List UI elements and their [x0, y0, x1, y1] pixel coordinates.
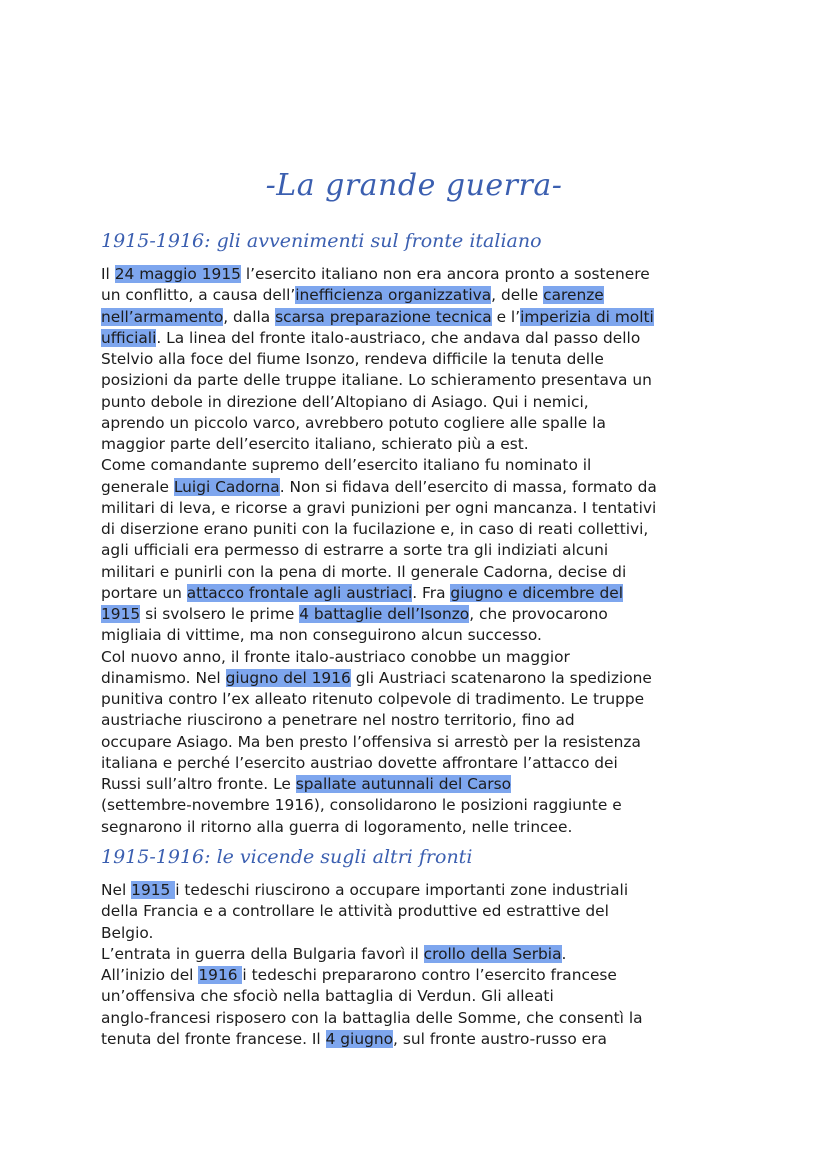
text-line [101, 795, 741, 816]
text-segment: occupare Asiago. Ma ben presto l’offensiva si arrestò per la resistenza [101, 732, 641, 751]
text-segment: aprendo un piccolo varco, avrebbero potuto cogliere alle spalle la [101, 413, 606, 432]
text-line [101, 519, 741, 540]
highlighted-text: attacco frontale agli austriaci [186, 583, 413, 602]
text-segment: un conflitto, a causa dell’ [101, 286, 296, 305]
text-segment: posizioni da parte delle truppe italiane. Lo schieramento presentava un [101, 371, 652, 390]
text-segment: della Francia e a controllare le attività produttive ed estrattive del [101, 902, 609, 921]
text-segment: segnarono il ritorno alla guerra di logoramento, nelle trincee. [101, 817, 573, 836]
text-segment: si svolsero le prime [140, 605, 300, 623]
highlighted-text: carenze [543, 286, 604, 305]
text-segment: (settembre-novembre 1916), consolidarono le posizioni raggiunte e [101, 796, 622, 815]
text-line [101, 774, 741, 795]
highlighted-text: giugno del 1916 [225, 668, 351, 687]
text-line [101, 349, 741, 370]
text-line [101, 583, 741, 604]
text-line [101, 604, 741, 625]
text-segment: Come comandante supremo dell’esercito italiano fu nominato il [101, 456, 592, 475]
text-line [101, 392, 741, 413]
text-segment: All’inizio del [101, 966, 199, 984]
text-segment: . [561, 944, 567, 963]
text-segment: e l’ [491, 307, 521, 326]
text-segment: Il [101, 265, 115, 283]
text-line [101, 307, 741, 328]
text-segment: i tedeschi riuscirono a occupare importanti zone industriali [175, 881, 629, 899]
text-segment: austriache riuscirono a penetrare nel nostro territorio, fino ad [101, 711, 575, 730]
text-line [101, 477, 741, 498]
highlighted-text: 24 maggio 1915 [114, 265, 241, 283]
text-segment: , dalla [223, 307, 276, 326]
section-heading-other-fronts: 1915-1916: le vicende sugli altri fronti [101, 846, 473, 868]
highlighted-text: 1915 [131, 881, 176, 899]
highlighted-text: imperizia di molti [520, 307, 654, 326]
text-segment: punitiva contro l’ex alleato ritenuto colpevole di tradimento. Le truppe [101, 690, 645, 708]
text-line [101, 540, 741, 561]
text-segment: portare un [101, 583, 187, 602]
text-line [101, 689, 741, 710]
highlighted-text: nell’armamento [101, 307, 224, 326]
text-line [101, 264, 741, 285]
highlighted-text: inefficienza organizzativa [295, 286, 492, 305]
highlighted-text: giugno e dicembre del [450, 583, 624, 602]
highlighted-text: 4 battaglie dell’Isonzo [299, 605, 470, 623]
text-line [101, 668, 741, 689]
text-segment: dinamismo. Nel [101, 668, 226, 687]
text-segment: migliaia di vittime, ma non conseguirono alcun successo. [101, 626, 542, 645]
text-segment: , delle [491, 286, 544, 305]
text-segment: agli ufficiali era permesso di estrarre a sorte tra gli indiziati alcuni [101, 541, 609, 560]
text-line [101, 732, 741, 753]
text-segment: . Non si fidava dell’esercito di massa, formato da [279, 477, 657, 496]
text-segment: maggior parte dell’esercito italiano, schierato più a est. [101, 435, 529, 453]
highlighted-text: spallate autunnali del Carso [295, 775, 512, 793]
text-segment: , sul fronte austro-russo era [393, 1029, 607, 1048]
text-line [101, 753, 741, 774]
highlighted-text: ufficiali [101, 328, 157, 347]
text-segment: gli Austriaci scatenarono la spedizione [350, 668, 652, 687]
text-line [101, 817, 741, 838]
text-segment: militari di leva, e ricorse a gravi punizioni per ogni mancanza. I tentativi [101, 498, 657, 517]
text-line [101, 647, 741, 668]
text-line [101, 944, 741, 965]
text-segment: punto debole in direzione dell’Altopiano di Asiago. Qui i nemici, [101, 392, 589, 411]
highlighted-text: 1916 [198, 966, 243, 984]
text-segment: militari e punirli con la pena di morte. Il generale Cadorna, decise di [101, 562, 627, 581]
page-title: -La grande guerra- [265, 168, 563, 203]
text-line [101, 285, 741, 306]
section-body-other-fronts [101, 880, 741, 1050]
text-segment: Nel [101, 881, 132, 899]
text-segment: Russi sull’altro fronte. Le [101, 775, 296, 793]
text-segment: generale [101, 477, 174, 496]
text-line [101, 1029, 741, 1050]
highlighted-text: crollo della Serbia [423, 944, 562, 963]
text-line [101, 413, 741, 434]
text-line [101, 434, 741, 455]
text-line [101, 710, 741, 731]
text-segment: tenuta del fronte francese. Il [101, 1029, 326, 1048]
text-segment: un’offensiva che sfociò nella battaglia di Verdun. Gli alleati [101, 987, 554, 1006]
highlighted-text: Luigi Cadorna [173, 477, 280, 496]
text-line [101, 562, 741, 583]
text-line [101, 986, 741, 1007]
text-line [101, 1008, 741, 1029]
highlighted-text: 4 giugno [325, 1029, 394, 1048]
text-line [101, 923, 741, 944]
text-line [101, 880, 741, 901]
text-segment: L’entrata in guerra della Bulgaria favorì il [101, 944, 424, 963]
text-line [101, 965, 741, 986]
text-line [101, 455, 741, 476]
section-heading-italian-front: 1915-1916: gli avvenimenti sul fronte italiano [101, 230, 542, 252]
text-segment: anglo-francesi risposero con la battaglia delle Somme, che consentì la [101, 1008, 643, 1027]
text-segment: l’esercito italiano non era ancora pronto a sostenere [240, 265, 650, 283]
text-segment: Belgio. [101, 923, 154, 942]
text-segment: . La linea del fronte italo-austriaco, che andava dal passo dello [156, 328, 641, 347]
text-segment: , che provocarono [469, 605, 608, 623]
highlighted-text: scarsa preparazione tecnica [275, 307, 492, 326]
text-segment: . Fra [412, 583, 451, 602]
text-segment: Col nuovo anno, il fronte italo-austriaco conobbe un maggior [101, 647, 570, 666]
text-line [101, 328, 741, 349]
text-segment: i tedeschi prepararono contro l’esercito francese [242, 966, 617, 984]
text-line [101, 498, 741, 519]
section-body-italian-front [101, 264, 741, 838]
text-line [101, 370, 741, 391]
highlighted-text: 1915 [101, 605, 141, 623]
text-segment: italiana e perché l’esercito austriao dovette affrontare l’attacco dei [101, 753, 618, 772]
text-line [101, 625, 741, 646]
text-segment: Stelvio alla foce del fiume Isonzo, rendeva difficile la tenuta delle [101, 350, 604, 368]
text-segment: di diserzione erano puniti con la fucilazione e, in caso di reati collettivi, [101, 520, 649, 538]
text-line [101, 901, 741, 922]
